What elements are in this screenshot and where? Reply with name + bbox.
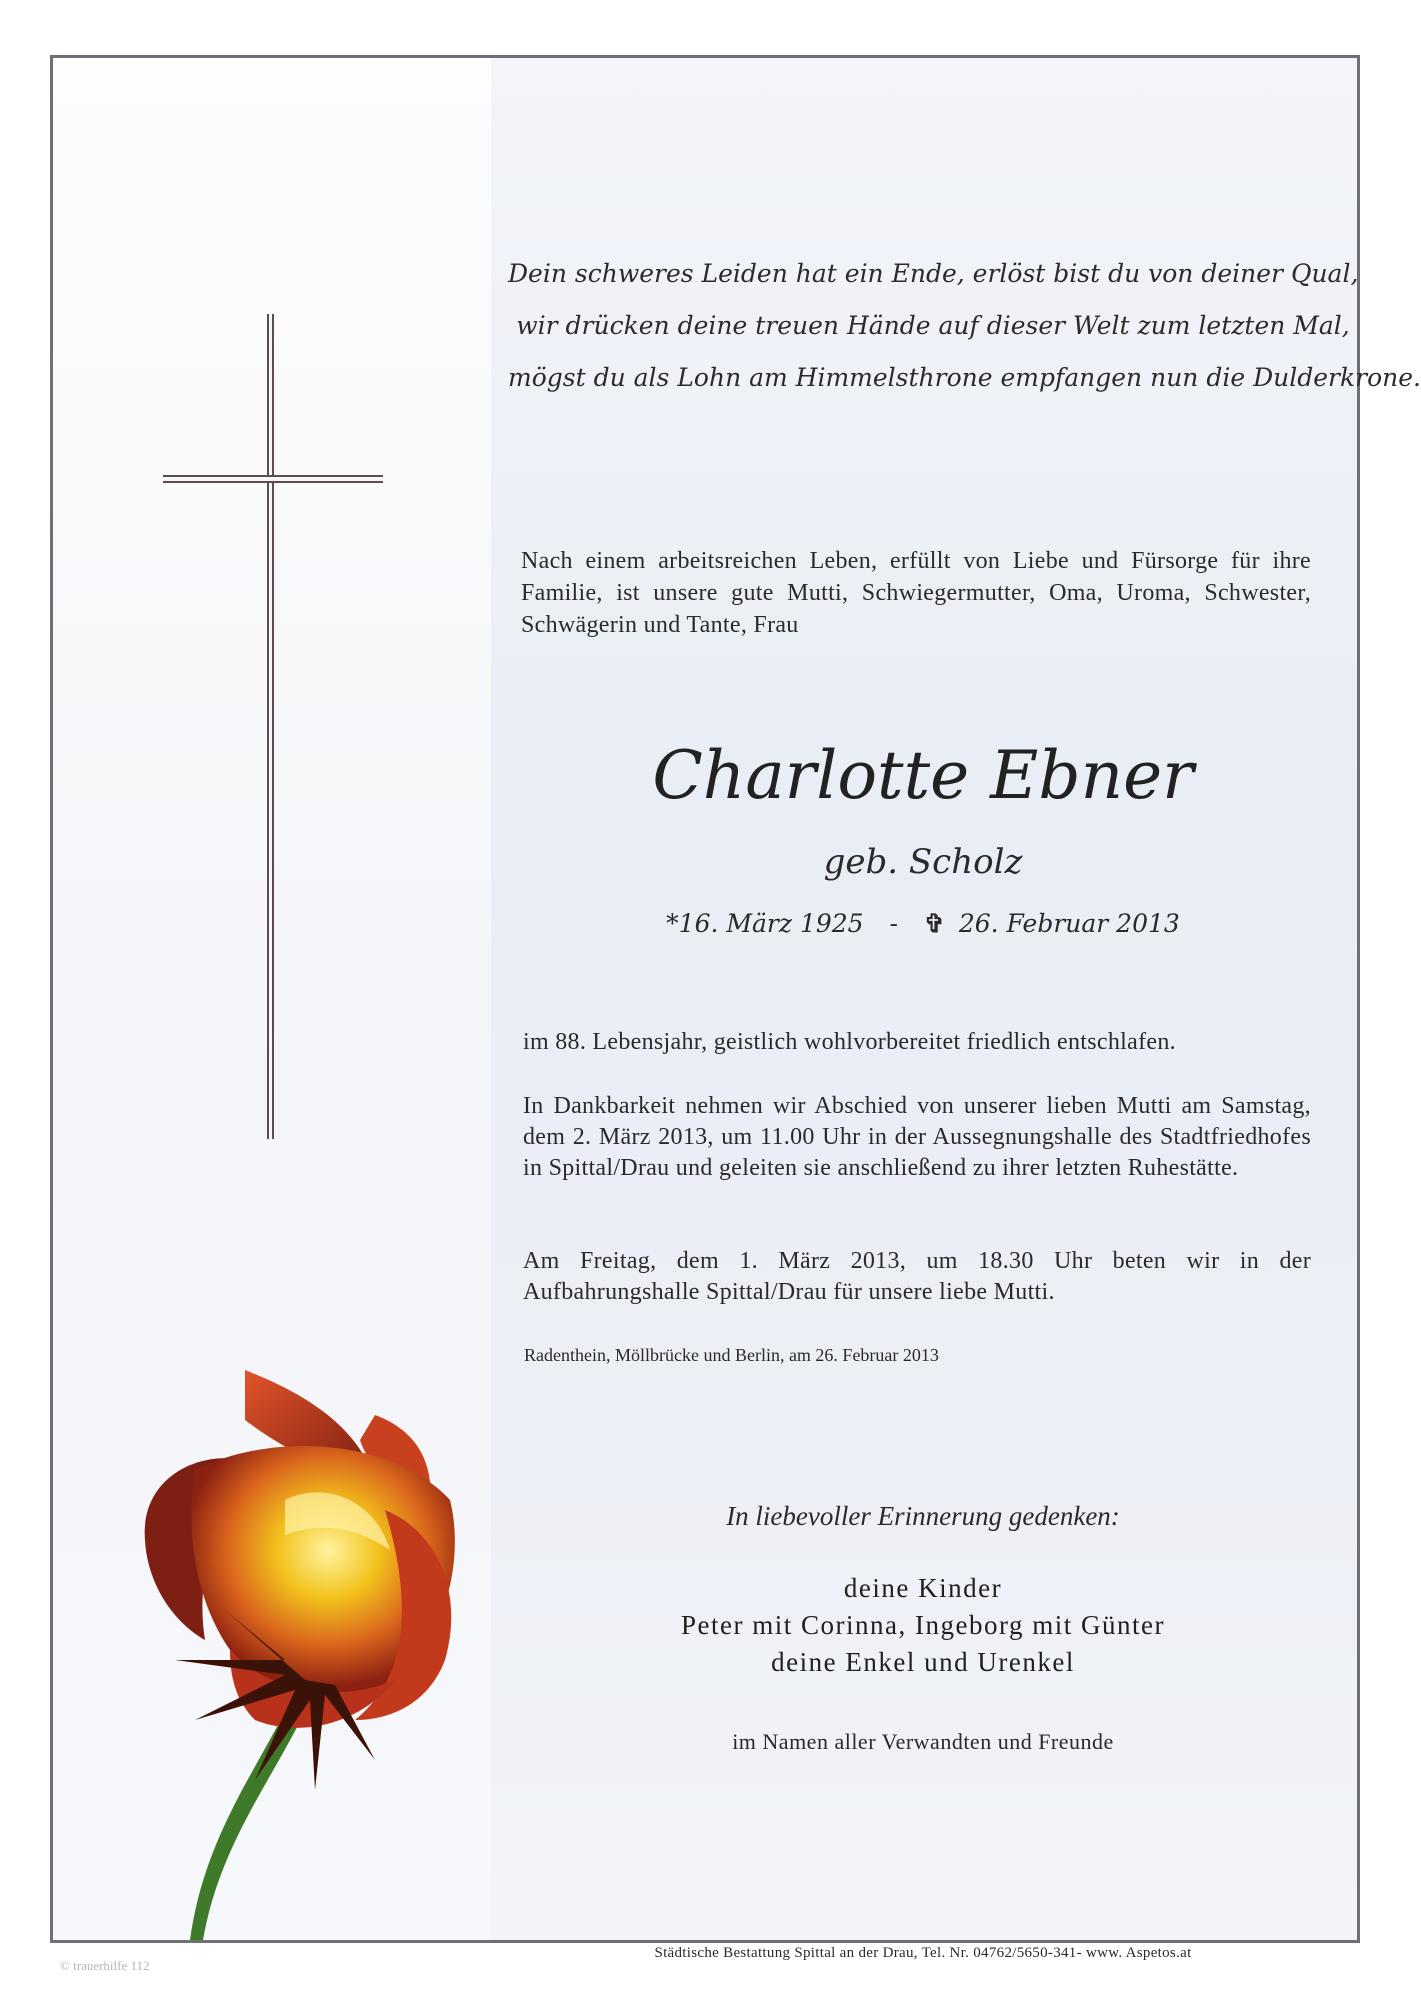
family-list [493,1570,1353,1681]
intro-paragraph: Nach einem arbeitsreichen Leben, erfüllt von Liebe und Fürsorge für ihre Familie, ist unsere gute Mutti, Schwiegermutter, Oma, Uroma, Schwester, Schwägerin und Tante, Frau [521,548,1311,638]
memory-heading: In liebevoller Erinnerung gedenken: [726,1501,1120,1531]
relatives-line: im Namen aller Verwandten und Freunde [732,1729,1114,1754]
copyright-note: © trauerhilfe 112 [60,1958,150,1973]
date-separator: - [889,909,898,938]
dagger-icon: ✞ [923,909,945,938]
funeral-paragraph: In Dankbarkeit nehmen wir Abschied von unserer lieben Mutti am Samstag, dem 2. März 2013, um 11.00 Uhr in der Aussegnungshalle des Stadtfriedhofes in Spittal/Drau und geleiten sie anschließend zu ihrer letzten Ruhestätte. [523,1093,1311,1181]
verse-line: mögst du als Lohn am Himmelsthrone empfangen nun die Dulderkrone. [508,363,1421,392]
deceased-name: Charlotte Ebner [652,737,1194,814]
family-line: deine Enkel und Urenkel [771,1647,1075,1677]
family-line: deine Kinder [843,1573,1003,1603]
funeral-home-footer: Städtische Bestattung Spittal an der Drau, Tel. Nr. 04762/5650-341- www. Aspetos.at [654,1945,1192,1961]
age-paragraph: im 88. Lebensjahr, geistlich wohlvorbereitet friedlich entschlafen. [523,1029,1176,1055]
verse-line: wir drücken deine treuen Hände auf dieser Welt zum letzten Mal, [516,311,1350,340]
cross-crossbar [163,475,383,483]
cross-icon [267,314,274,1139]
place-date: Radenthein, Möllbrücke und Berlin, am 26. Februar 2013 [524,1345,939,1365]
birth-date: *16. März 1925 [666,909,864,938]
rose-icon [135,1360,565,1940]
family-line: Peter mit Corinna, Ingeborg mit Günter [681,1610,1165,1640]
prayer-paragraph: Am Freitag, dem 1. März 2013, um 18.30 Uhr beten wir in der Aufbahrungshalle Spittal/Drau für unsere liebe Mutti. [523,1248,1311,1305]
memorial-verse [508,248,1421,404]
life-dates [493,904,1353,944]
maiden-name: geb. Scholz [823,842,1023,882]
death-date: 26. Februar 2013 [958,909,1180,938]
verse-line: Dein schweres Leiden hat ein Ende, erlöst bist du von deiner Qual, [508,259,1359,288]
